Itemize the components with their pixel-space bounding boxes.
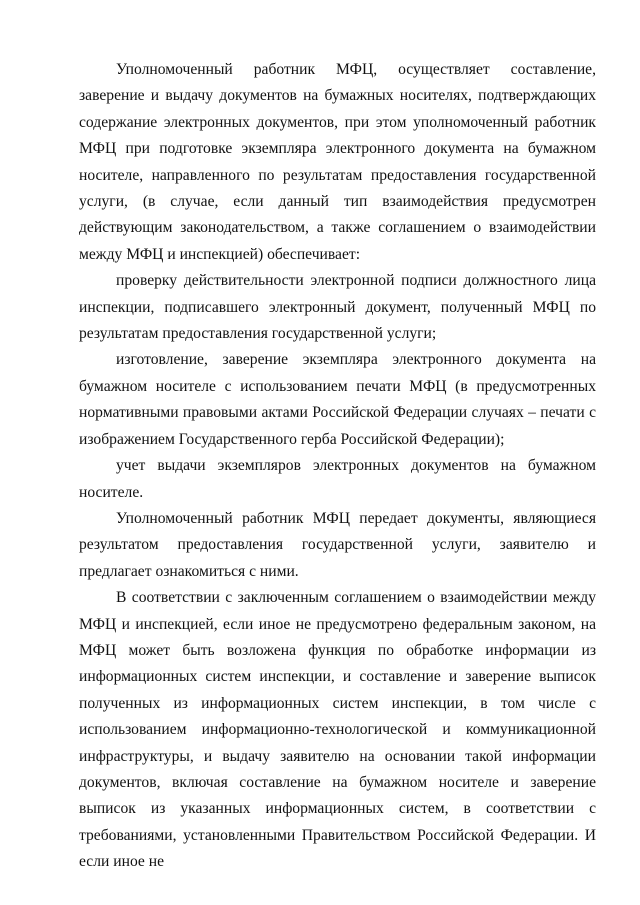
paragraph-issue-accounting: учет выдачи экземпляров электронных документов на бумажном носителе. [79,457,596,501]
paragraph-copy-production: изготовление, заверение экземпляра электронного документа на бумажном носителе с использованием печати МФЦ (в предусмотренных нормативными правовыми актами Российской Федерации случаях – печати с изображением Государственного герба Российской Федерации); [79,351,596,448]
paragraph-signature-check: проверку действительности электронной подписи должностного лица инспекции, подписавшего электронный документ, полученный МФЦ по результатам предоставления государственной услуги; [79,272,596,343]
paragraph-mfc-duties: Уполномоченный работник МФЦ, осуществляет составление, заверение и выдачу документов на бумажных носителях, подтверждающих содержание электронных документов, при этом уполномоченный работник МФЦ при подготовке экземпляра электронного документа на бумажном носителе, направленного по результатам предоставления государственной услуги, (в случае, если данный тип взаимодействия предусмотрен действующим законодательством, а также соглашением о взаимодействии между МФЦ и инспекцией) обеспечивает: [79,61,596,263]
paragraph-result-handover: Уполномоченный работник МФЦ передает документы, являющиеся результатом предоставления государственной услуги, заявителю и предлагает ознакомиться с ними. [79,509,596,580]
paragraph-agreement-functions: В соответствии с заключенным соглашением о взаимодействии между МФЦ и инспекцией, если иное не предусмотрено федеральным законом, на МФЦ может быть возложена функция по обработке информации из информационных систем инспекции, и составление и заверение выписок полученных из информационных систем инспекции, в том числе с использованием информационно-технологической и коммуникационной инфраструктуры, и выдачу заявителю на основании такой информации документов, включая составление на бумажном носителе и заверение выписок из указанных информационных систем, в соответствии с требованиями, установленными Правительством Российской Федерации. И если иное не [79,589,596,871]
